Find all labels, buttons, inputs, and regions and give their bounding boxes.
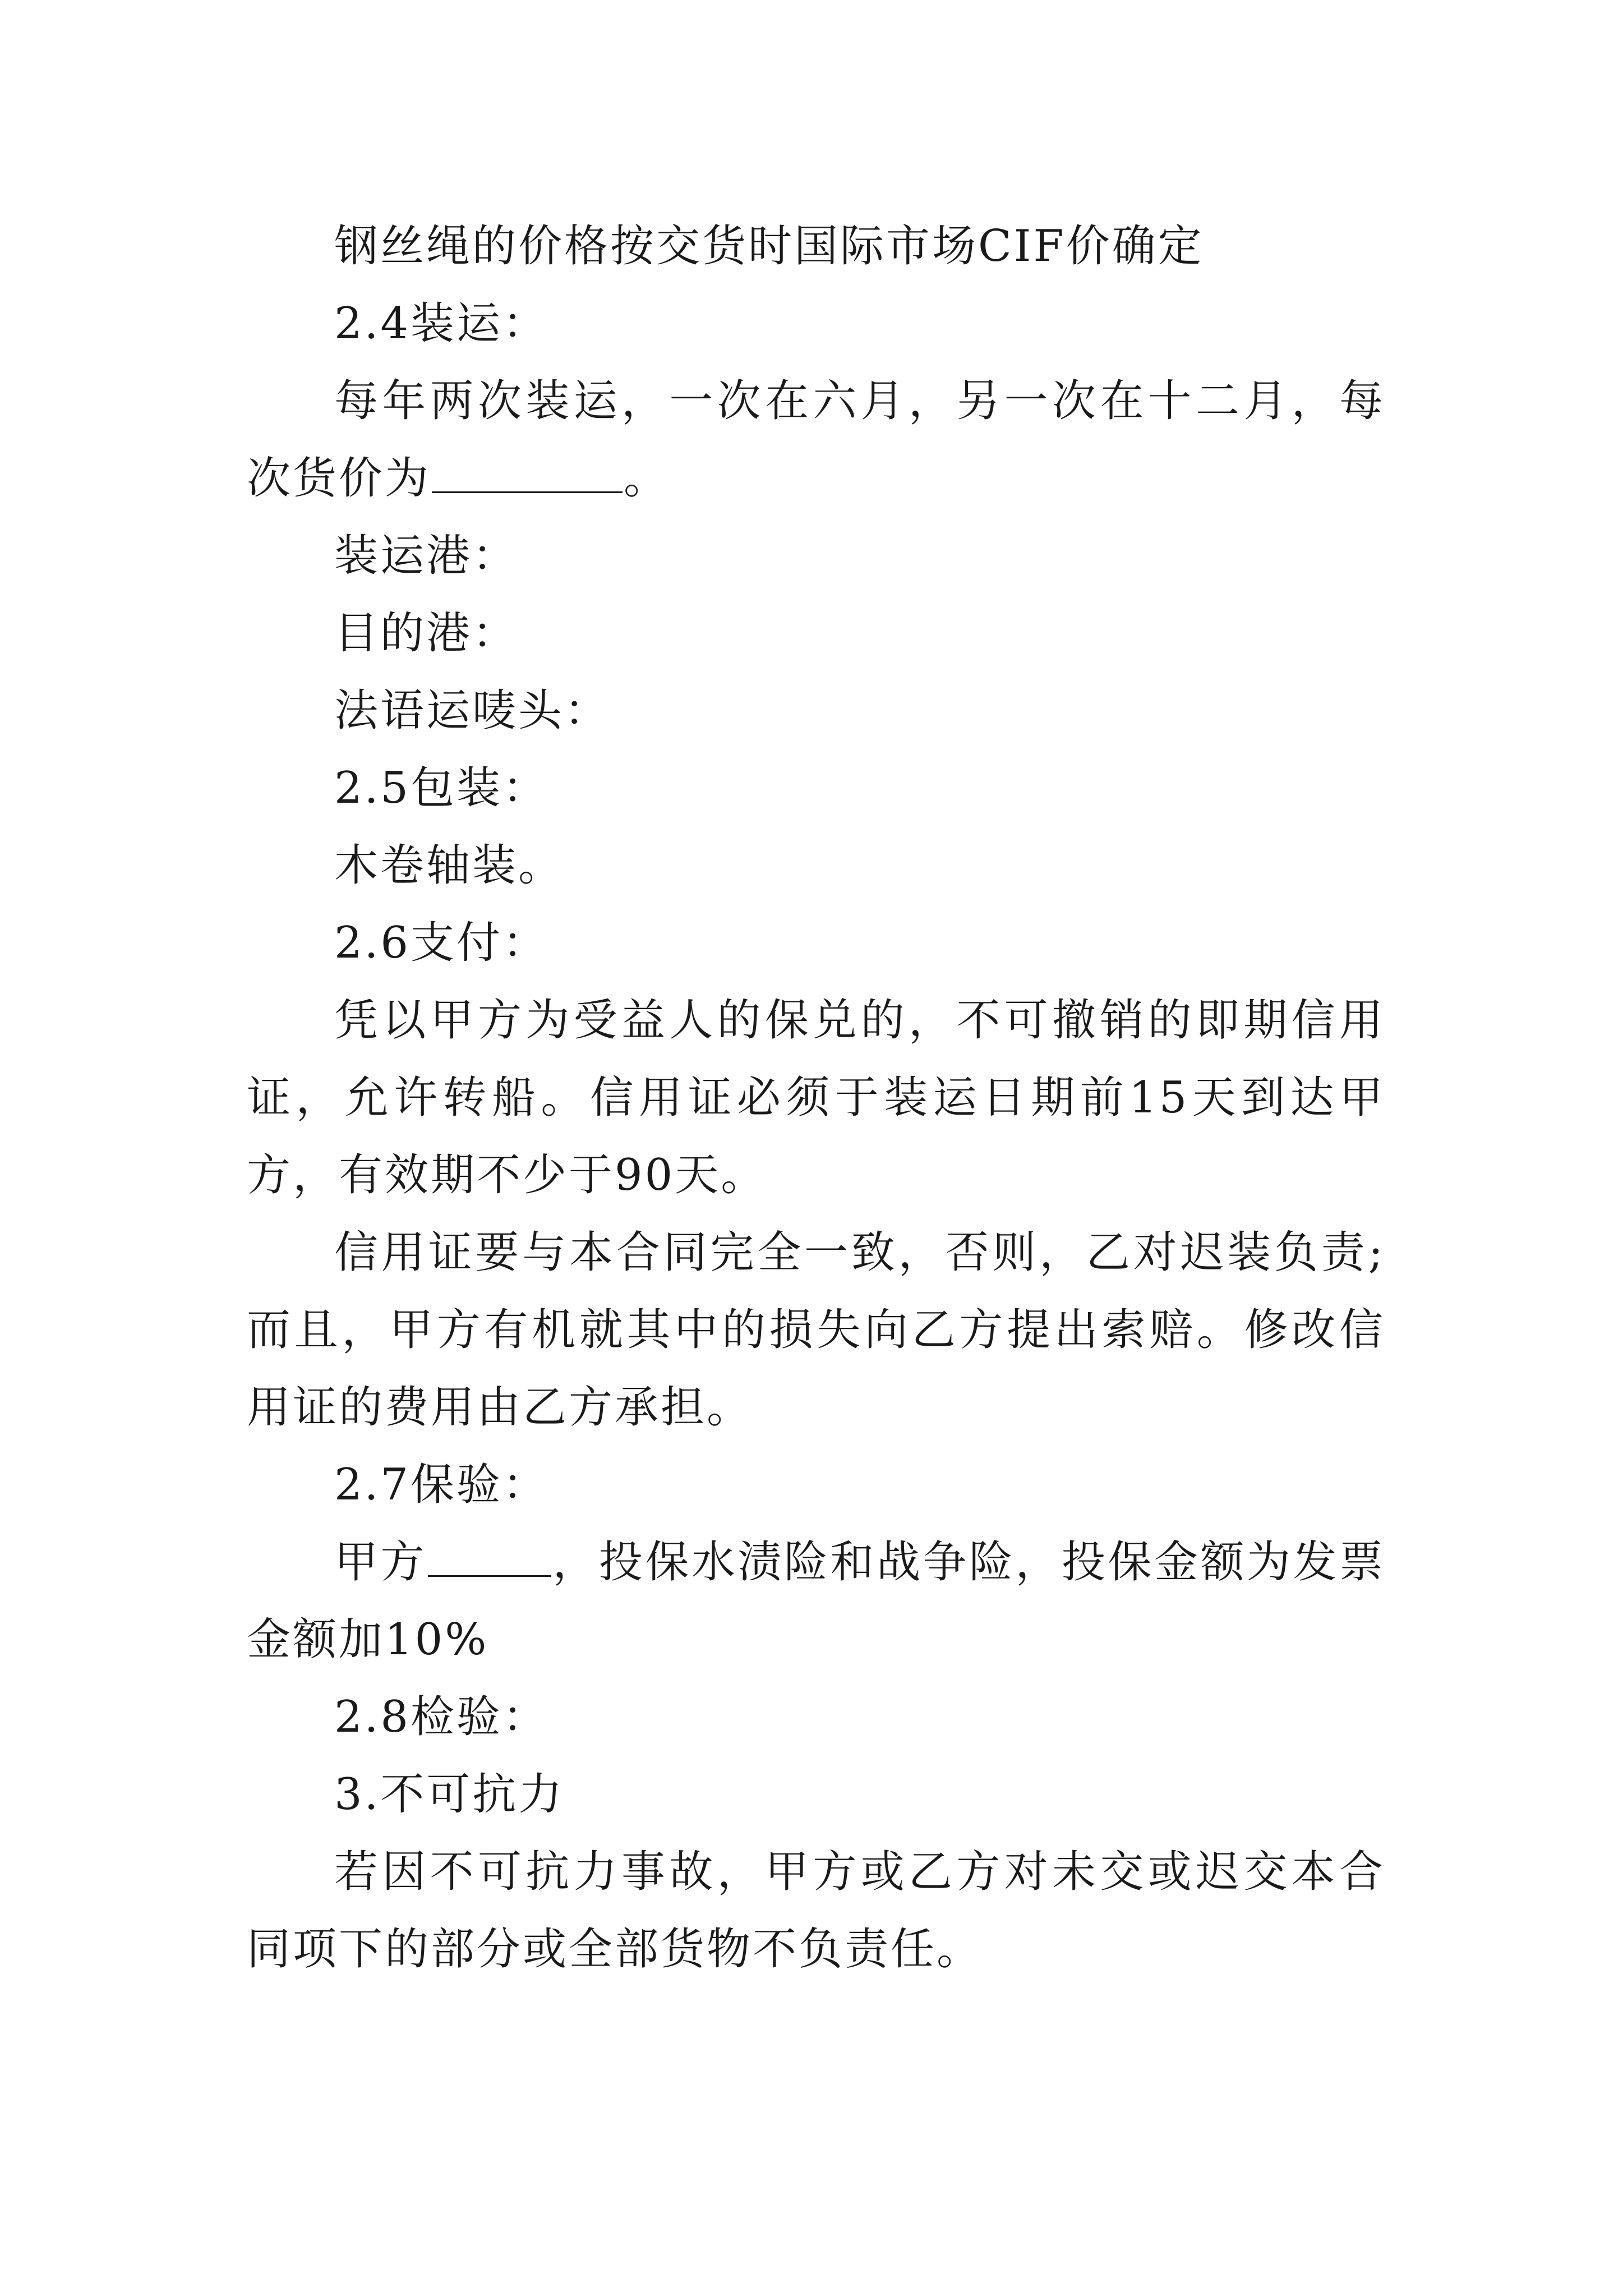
section-heading-inspection: 2.8检验： — [334, 1692, 549, 1742]
section-heading-packing: 2.5包装： — [334, 763, 549, 813]
section-heading-payment: 2.6支付： — [334, 918, 549, 968]
insurance-paragraph — [247, 1524, 1385, 1678]
goods-value-blank — [432, 448, 623, 493]
shipment-schedule-paragraph — [247, 362, 1385, 517]
port-of-loading: 装运港： — [334, 531, 519, 581]
price-clause: 钢丝绳的价格按交货时国际市场CIF价确定 — [334, 221, 1204, 272]
force-majeure-clause: 若因不可抗力事故，甲方或乙方对未交或迟交本合同项下的部分或全部货物不负责任。 — [247, 1847, 1385, 1975]
insurance-clause-text: ，投保水渍险和战争险，投保金额为发票金额加10% — [247, 1537, 1385, 1665]
shipping-marks: 法语运唛头： — [334, 685, 611, 736]
insurance-party-text: 甲方 — [334, 1537, 427, 1588]
section-heading-force-majeure: 3.不可抗力 — [334, 1769, 565, 1820]
section-heading-insurance: 2.7保验： — [334, 1460, 549, 1510]
shipment-schedule-text: 每年两次装运，一次在六月，另一次在十二月，每次货价为 — [247, 376, 1385, 504]
shipment-schedule-end: 。 — [624, 453, 670, 504]
packing-clause: 木卷轴装。 — [334, 840, 565, 891]
document-body — [247, 208, 1385, 1988]
letter-of-credit-clause: 信用证要与本合同完全一致，否则，乙对迟装负责;而且，甲方有机就其中的损失向乙方提出索赔。修改信用证的费用由乙方承担。 — [247, 1227, 1385, 1433]
section-heading-shipment: 2.4装运： — [334, 298, 549, 349]
insurance-blank — [428, 1531, 551, 1577]
port-of-destination: 目的港： — [334, 608, 519, 659]
payment-clause: 凭以甲方为受益人的保兑的，不可撤销的即期信用证，允许转船。信用证必须于装运日期前15天到达甲方，有效期不少于90天。 — [247, 995, 1385, 1200]
